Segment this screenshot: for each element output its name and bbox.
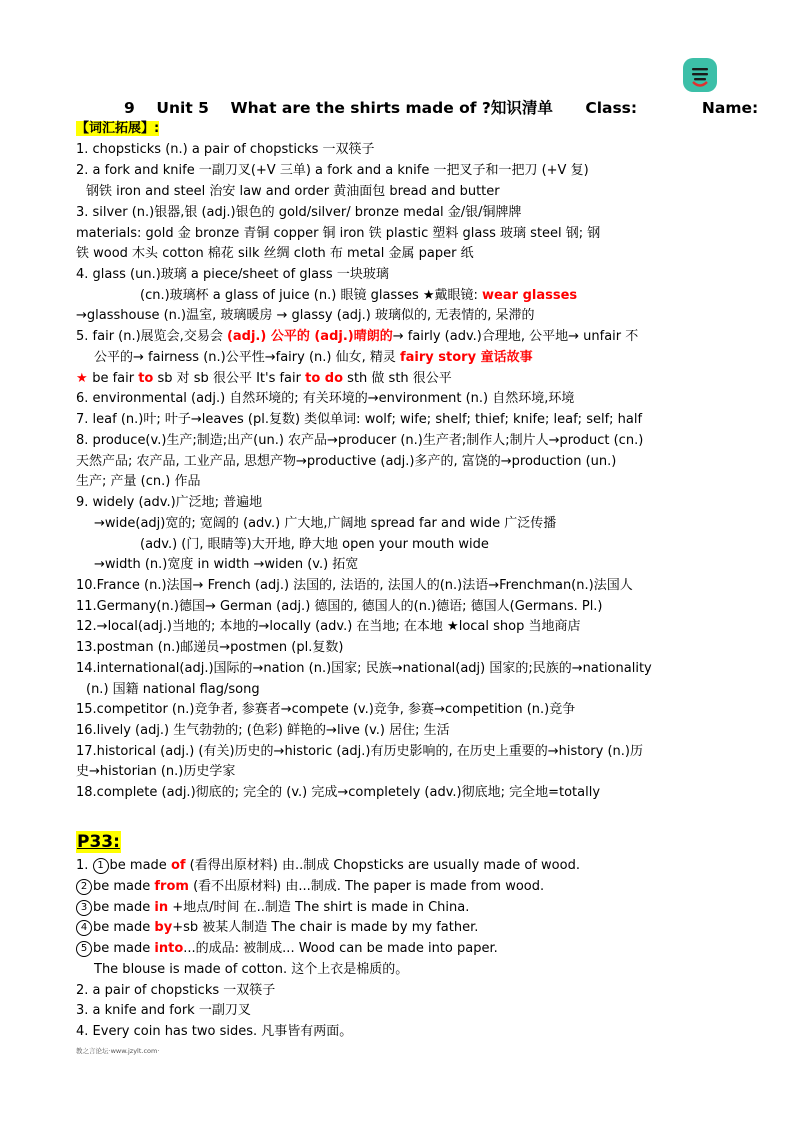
usage-line: 2 be made from (看不出原材料) 由...制成. The paper is made from wood. bbox=[76, 877, 544, 897]
section-heading-p33: P33: bbox=[77, 832, 120, 852]
vocab-line: 17.historical (adj.) (有关)历史的→historic (adj.)有历史影响的, 在历史上重要的→history (n.)历 bbox=[76, 744, 643, 759]
usage-line: 3 be made in +地点/时间 在..制造 The shirt is made in China. bbox=[76, 898, 469, 918]
vocab-line: materials: gold 金 bronze 青铜 copper 铜 iron 铁 plastic 塑料 glass 玻璃 steel 钢; 钢 bbox=[76, 226, 601, 241]
vocab-line: ★ be fair to sb 对 sb 很公平 It's fair to do sth 做 sth 很公平 bbox=[76, 371, 452, 386]
usage-line: 5 be made into...的成品: 被制成... Wood can be made into paper. bbox=[76, 939, 498, 959]
vocab-line: 6. environmental (adj.) 自然环境的; 有关环境的→environment (n.) 自然环境,环境 bbox=[76, 391, 575, 406]
class-label: Class: bbox=[585, 99, 638, 117]
vocab-line: 铁 wood 木头 cotton 棉花 silk 丝绸 cloth 布 metal 金属 paper 纸 bbox=[76, 246, 474, 261]
vocab-line: (n.) 国籍 national flag/song bbox=[86, 682, 260, 697]
circled-number: 5 bbox=[76, 941, 92, 957]
vocab-line: 18.complete (adj.)彻底的; 完全的 (v.) 完成→completely (adv.)彻底地; 完全地=totally bbox=[76, 785, 601, 800]
usage-line: 4 be made by+sb 被某人制造 The chair is made by my father. bbox=[76, 918, 478, 938]
vocab-line: 16.lively (adj.) 生气勃勃的; (色彩) 鲜艳的→live (v.) 居住; 生活 bbox=[76, 723, 450, 738]
vocab-line: (adv.) (门, 眼睛等)大开地, 睁大地 open your mouth wide bbox=[140, 537, 489, 552]
circled-number: 4 bbox=[76, 920, 92, 936]
vocab-line: 天然产品; 农产品, 工业产品, 思想产物→productive (adj.)多产的, 富饶的→production (un.) bbox=[76, 454, 617, 469]
vocab-line: 13.postman (n.)邮递员→postmen (pl.复数) bbox=[76, 640, 344, 655]
usage-line: 3. a knife and fork 一副刀叉 bbox=[76, 1003, 251, 1018]
vocab-line: 15.competitor (n.)竞争者, 参赛者→compete (v.)竞争, 参赛→competition (n.)竞争 bbox=[76, 702, 576, 717]
vocab-line: 1. chopsticks (n.) a pair of chopsticks 一双筷子 bbox=[76, 142, 375, 157]
vocab-line: 5. fair (n.)展览会,交易会 (adj.) 公平的 (adj.)晴朗的→ fairly (adv.)合理地, 公平地→ unfair 不 bbox=[76, 329, 639, 344]
vocab-line: →glasshouse (n.)温室, 玻璃暖房 → glassy (adj.) 玻璃似的, 无表情的, 呆滞的 bbox=[76, 308, 535, 323]
vocab-line: 2. a fork and knife 一副刀叉(+V 三单) a fork and a knife 一把叉子和一把刀 (+V 复) bbox=[76, 163, 589, 178]
name-label: Name: bbox=[701, 99, 759, 117]
vocab-line: →width (n.)宽度 in width →widen (v.) 拓宽 bbox=[94, 557, 359, 572]
vocab-line: 钢铁 iron and steel 治安 law and order 黄油面包 bread and butter bbox=[86, 184, 500, 199]
vocab-line: 11.Germany(n.)德国→ German (adj.) 德国的, 德国人的(n.)德语; 德国人(Germans. Pl.) bbox=[76, 599, 603, 614]
vocab-line: (cn.)玻璃杯 a glass of juice (n.) 眼镜 glasses ★戴眼镜: wear glasses bbox=[140, 288, 578, 303]
vocab-line: →wide(adj)宽的; 宽阔的 (adv.) 广大地,广阔地 spread far and wide 广泛传播 bbox=[94, 516, 557, 531]
usage-line: The blouse is made of cotton. 这个上衣是棉质的。 bbox=[94, 962, 409, 977]
circled-number: 3 bbox=[76, 900, 92, 916]
vocab-line: 10.France (n.)法国→ French (adj.) 法国的, 法语的, 法国人的(n.)法语→Frenchman(n.)法国人 bbox=[76, 578, 633, 593]
vocab-heading: 【词汇拓展】: bbox=[76, 121, 160, 136]
page-title: 9 Unit 5 What are the shirts made of ?知识清单 Class: Name: bbox=[124, 99, 759, 117]
app-logo-icon bbox=[683, 58, 717, 92]
footer-watermark: 教之言论坛·www.jzylt.com· bbox=[76, 1047, 160, 1055]
vocab-line: 14.international(adj.)国际的→nation (n.)国家; 民族→national(adj) 国家的;民族的→nationality bbox=[76, 661, 652, 676]
circled-number: 2 bbox=[76, 879, 92, 895]
vocab-line: 4. glass (un.)玻璃 a piece/sheet of glass 一块玻璃 bbox=[76, 267, 389, 282]
usage-line: 2. a pair of chopsticks 一双筷子 bbox=[76, 983, 276, 998]
vocab-line: 9. widely (adv.)广泛地; 普遍地 bbox=[76, 495, 263, 510]
circled-number: 1 bbox=[93, 858, 109, 874]
usage-line: 4. Every coin has two sides. 凡事皆有两面。 bbox=[76, 1024, 353, 1039]
vocab-line: 12.→local(adj.)当地的; 本地的→locally (adv.) 在当地; 在本地 ★local shop 当地商店 bbox=[76, 619, 581, 634]
vocab-line: 7. leaf (n.)叶; 叶子→leaves (pl.复数) 类似单词: wolf; wife; shelf; thief; knife; leaf; self; half bbox=[76, 412, 643, 427]
vocab-line: 3. silver (n.)银器,银 (adj.)银色的 gold/silver/ bronze medal 金/银/铜牌牌 bbox=[76, 205, 522, 220]
vocab-line: 生产; 产量 (cn.) 作品 bbox=[76, 474, 201, 489]
star-icon: ★ bbox=[76, 371, 93, 386]
usage-line: 1. 1 be made of (看得出原材料) 由..制成 Chopsticks are usually made of wood. bbox=[76, 858, 580, 873]
vocab-line: 8. produce(v.)生产;制造;出产(un.) 农产品→producer (n.)生产者;制作人;制片人→product (cn.) bbox=[76, 433, 644, 448]
vocab-line: 史→historian (n.)历史学家 bbox=[76, 764, 236, 779]
vocab-line: 公平的→ fairness (n.)公平性→fairy (n.) 仙女, 精灵 fairy story 童话故事 bbox=[94, 350, 533, 365]
